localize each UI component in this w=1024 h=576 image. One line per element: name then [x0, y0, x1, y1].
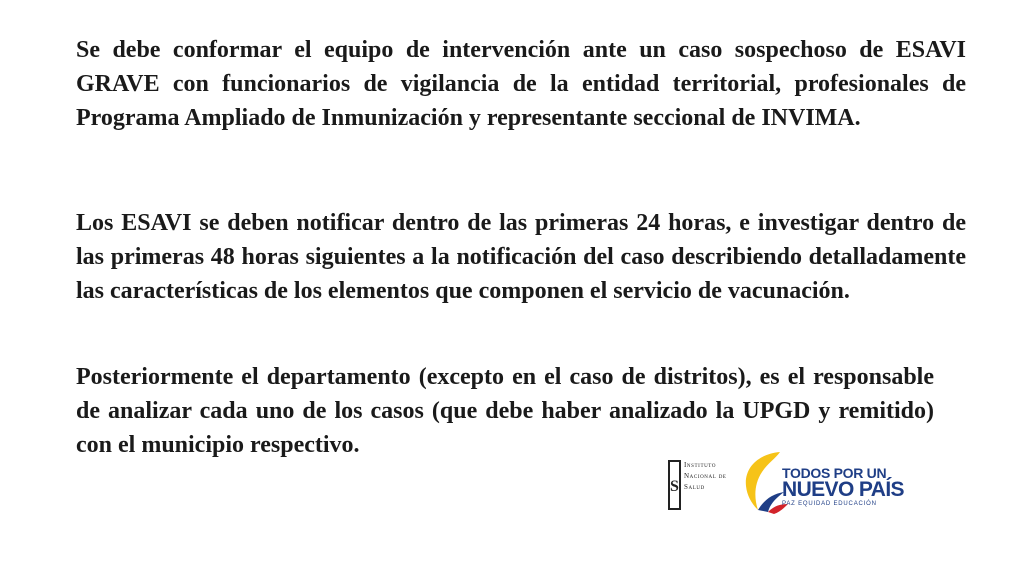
footer-logos	[668, 446, 904, 516]
svg-text:S: S	[670, 478, 679, 495]
ins-s-badge-icon	[668, 460, 681, 510]
paragraph-intervention-team: Se debe conformar el equipo de intervención ante un caso sospechoso de ESAVI GRAVE con funcionarios de vigilancia de la entidad territorial, profesionales de Programa Ampliado de Inmunización y representante seccional de INVIMA.	[76, 37, 966, 131]
paragraph-notification-deadlines: Los ESAVI se deben notificar dentro de las primeras 24 horas, e investigar dentro de las primeras 48 horas siguientes a la notificación del caso describiendo detalladamente las características de los elementos que componen el servicio de vacunación.	[76, 210, 966, 304]
ins-logo	[668, 460, 738, 512]
ins-line-2: Nacional de	[684, 472, 727, 480]
colombia-line-3: PAZ EQUIDAD EDUCACIÓN	[782, 501, 877, 507]
ins-line-3: Salud	[684, 483, 705, 491]
paragraph-department-responsibility: Posteriormente el departamento (excepto en el caso de distritos), es el responsable de analizar cada uno de los casos (que debe haber analizado la UPGD y remitido) con el municipio respectivo.	[76, 364, 934, 458]
ins-line-1: Instituto	[684, 461, 717, 469]
colombia-line-2: NUEVO PAÍS	[782, 478, 904, 501]
colombia-line-1: TODOS POR UN	[782, 465, 887, 481]
colombia-logo-text	[782, 465, 904, 509]
ins-logo-text	[684, 460, 727, 493]
